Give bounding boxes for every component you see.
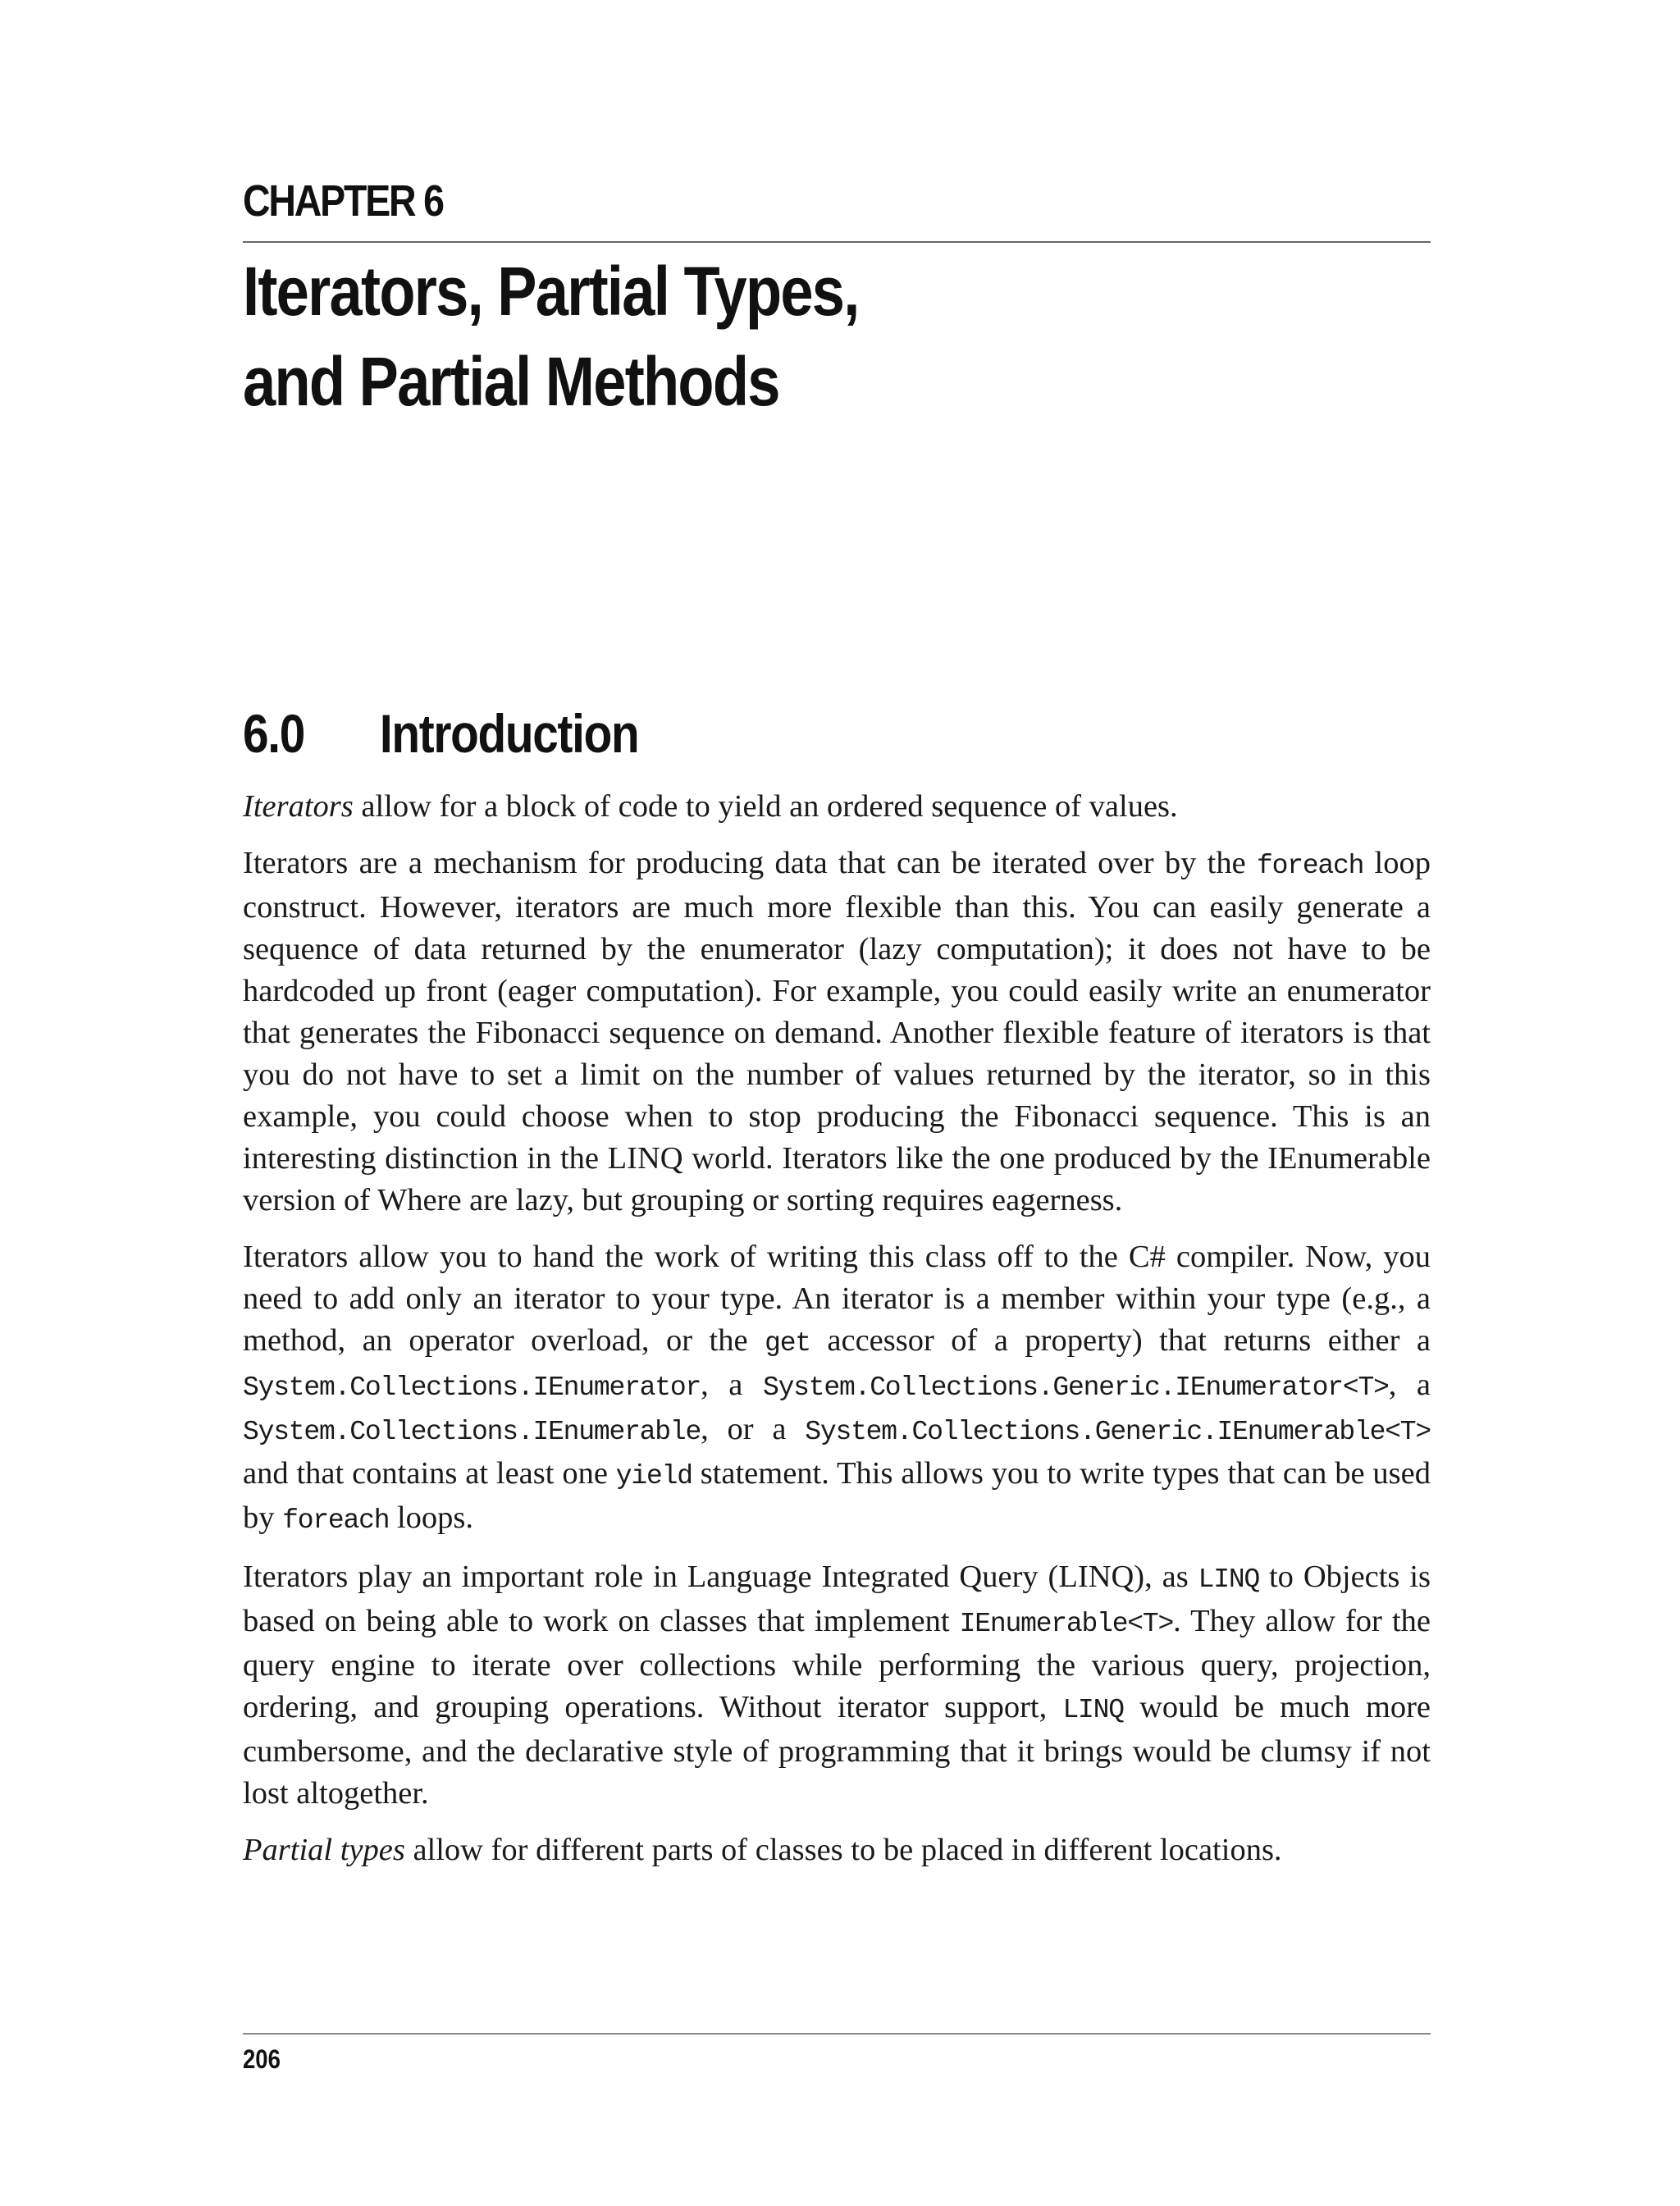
paragraph-3-text-f: and that contains at least one [243, 1456, 616, 1491]
chapter-rule [243, 241, 1431, 243]
code-linq-2: LINQ [1062, 1695, 1124, 1725]
paragraph-2-text-a: Iterators are a mechanism for producing data that can be iterated over by the [243, 846, 1258, 880]
section-title: Introduction [379, 703, 639, 764]
paragraph-3-text-b: accessor of a property) that returns either a [810, 1323, 1431, 1358]
paragraph-4-text-a: Iterators play an important role in Language Integrated Query (LINQ), as [243, 1560, 1198, 1594]
code-ienumerable-t: IEnumerable<T> [959, 1609, 1174, 1639]
code-foreach-2: foreach [282, 1505, 390, 1536]
code-linq: LINQ [1198, 1564, 1260, 1595]
paragraph-1-text: allow for a block of code to yield an ordered sequence of values. [353, 789, 1178, 824]
paragraph-4-text-c: . They allow for the query engine to iterate over collections while performing the various query, projection, ordering, and grouping operations. Without iterator support, [243, 1604, 1431, 1724]
paragraph-3 [243, 1236, 1431, 1541]
term-iterators: Iterators [243, 789, 354, 824]
chapter-title [243, 246, 859, 427]
paragraph-1 [243, 786, 1431, 828]
paragraph-3-text-c: , a [701, 1368, 763, 1402]
section-heading [243, 702, 638, 765]
chapter-title-line-2: and Partial Methods [243, 343, 779, 420]
term-partial-types: Partial types [243, 1833, 405, 1867]
paragraph-5-text: allow for different parts of classes to be placed in different locations. [404, 1833, 1282, 1867]
body-text [243, 786, 1431, 1886]
paragraph-4 [243, 1556, 1431, 1815]
code-generic-ienumerable: System.Collections.Generic.IEnumerable<T> [805, 1417, 1431, 1447]
code-generic-ienumerator: System.Collections.Generic.IEnumerator<T> [762, 1372, 1389, 1403]
section-number: 6.0 [243, 703, 305, 764]
paragraph-3-text-d: , a [1388, 1368, 1431, 1402]
code-ienumerable: System.Collections.IEnumerable [243, 1417, 701, 1447]
footer-rule [243, 2033, 1431, 2035]
page-number: 206 [243, 2044, 281, 2074]
paragraph-3-text-h: loops. [389, 1500, 474, 1535]
paragraph-4-text-d: would be much more cumbersome, and the declarative style of programming that it brings would be clumsy if not lost altogether. [243, 1690, 1431, 1811]
code-ienumerator: System.Collections.IEnumerator [243, 1372, 701, 1403]
paragraph-3-text-e: , or a [701, 1412, 806, 1446]
chapter-label: CHAPTER 6 [243, 176, 443, 226]
chapter-title-line-1: Iterators, Partial Types, [243, 253, 859, 330]
paragraph-2-text-b: loop construct. However, iterators are much more flexible than this. You can easily generate a sequence of data returned by the enumerator (lazy computation); it does not have to be hardcoded up front (eager computation). For example, you could easily write an enumerator that generates the Fibonacci sequence on demand. Another flexible feature of iterators is that you do not have to set a limit on the number of values returned by the iterator, so in this example, you could choose when to stop producing the Fibonacci sequence. This is an interesting distinction in the LINQ world. Iterators like the one produced by the IEnumerable version of Where are lazy, but grouping or sorting requires eagerness. [243, 846, 1431, 1217]
code-get: get [765, 1328, 810, 1359]
code-yield: yield [615, 1461, 692, 1491]
paragraph-5 [243, 1829, 1431, 1871]
code-foreach: foreach [1257, 851, 1364, 881]
paragraph-3-text-a: Iterators allow you to hand the work of writing this class off to the C# compiler. Now, you need to add only an iterator to your type. An iterator is a member within your type (e.g., a method, an operator overload, or the [243, 1240, 1431, 1358]
paragraph-2 [243, 843, 1431, 1222]
paragraph-3-text-g: statement. This allows you to write types that can be used by [243, 1456, 1431, 1535]
paragraph-4-text-b: to Objects is based on being able to work on classes that implement [243, 1560, 1431, 1638]
